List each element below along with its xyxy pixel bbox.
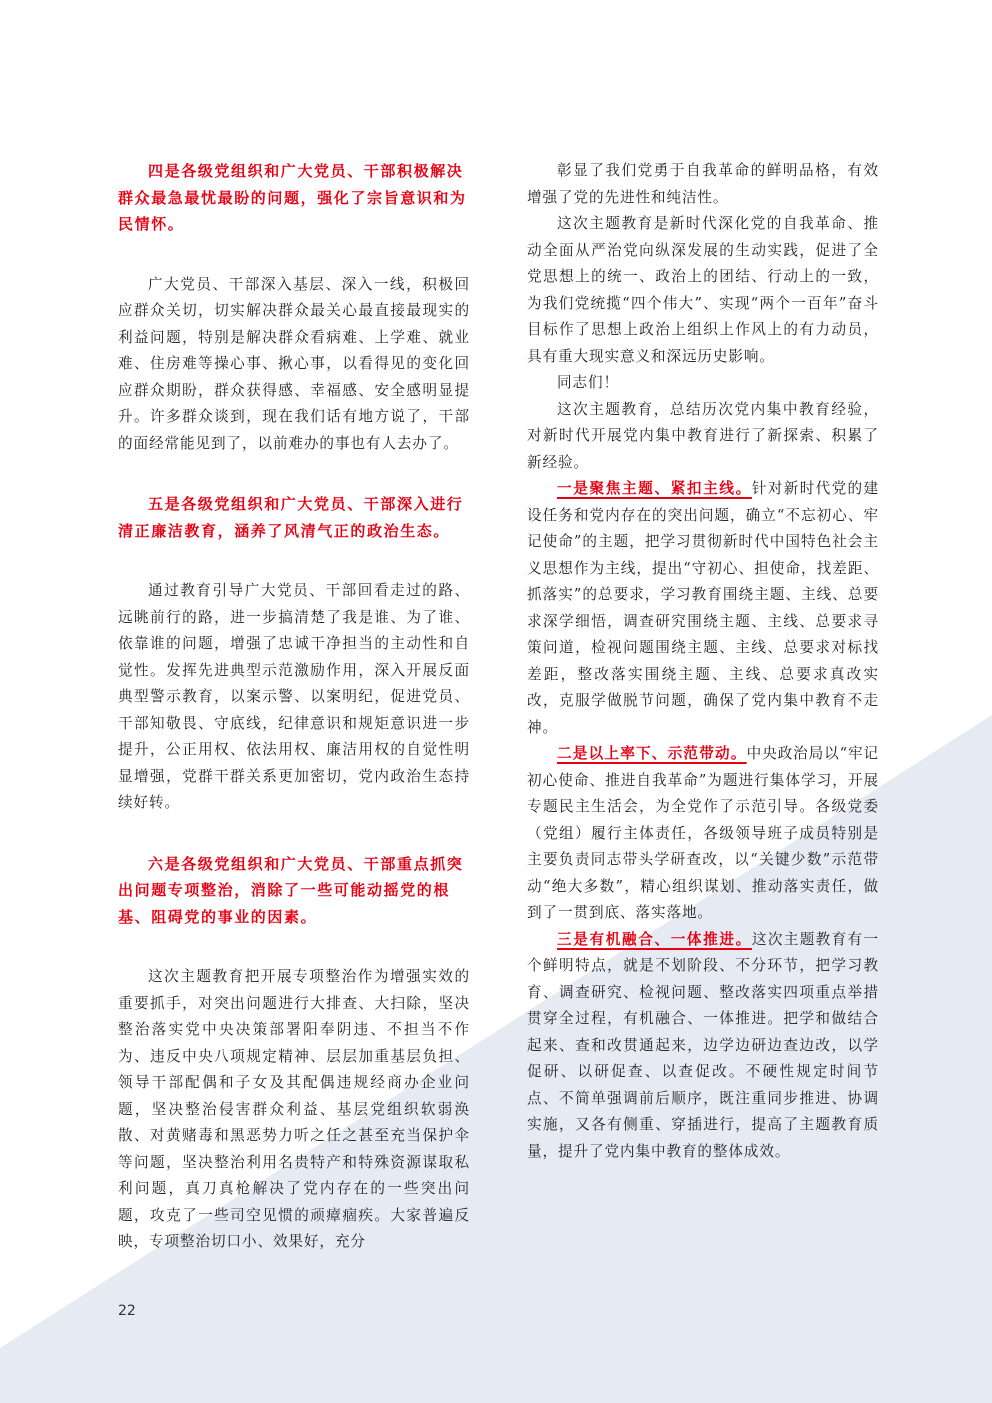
section-paragraph-6: 这次主题教育把开展专项整治作为增强实效的重要抓手，对突出问题进行大排查、大扫除，坚决整治落实党中央决策部署阳奉阴违、不担当不作为、违反中央八项规定精神、层层加重基层负担、领导干部配偶和子女及其配偶违规经商办企业问题，坚决整治侵害群众利益、基层党组织软弱涣散、对黄赌毒和黑恶势力听之任之甚至充当保护伞等问题，坚决整治利用名贵特产和特殊资源谋取私利问题，真刀真枪解决了党内存在的一些突出问题，攻克了一些司空见惯的顽瘴痼疾。大家普遍反映，专项整治切口小、效果好，充分 — [118, 968, 470, 1250]
section-paragraph-4: 广大党员、干部深入基层、深入一线，积极回应群众关切，切实解决群众最关心最直接最现实的利益问题，特别是解决群众看病难、上学难、就业难、住房难等操心事、揪心事，以看得见的变化回应群众期盼，群众获得感、幸福感、安全感明显提升。许多群众谈到，现在我们话有地方说了，干部的面经常能见到了，以前难办的事也有人去办了。 — [118, 275, 470, 452]
point-one-lead: 一是聚焦主题、紧扣主线。 — [557, 480, 752, 497]
paragraph-comrades: 同志们！ — [557, 374, 619, 391]
paragraph-summary: 这次主题教育，总结历次党内集中教育经验，对新时代开展党内集中教育进行了新探索、积累了新经验。 — [527, 400, 879, 471]
point-one-body: 针对新时代党的建设任务和党内存在的突出问题，确立“不忘初心、牢记使命”的主题，把学习贯彻新时代中国特色社会主义思想作为主线，提出“守初心、担使命，找差距、抓落实”的总要求，学习教育围绕主题、主线、总要求深学细悟，调查研究围绕主题、主线、总要求寻策问道，检视问题围绕主题、主线、总要求对标找差距，整改落实围绕主题、主线、总要求真改实改，克服学做脱节问题，确保了党内集中教育不走神。 — [527, 480, 879, 736]
continued-paragraph: 彰显了我们党勇于自我革命的鲜明品格，有效增强了党的先进性和纯洁性。 — [527, 162, 879, 206]
point-two-body: 中央政治局以“牢记初心使命、推进自我革命”为题进行集体学习，开展专题民主生活会，为全党作了示范引导。各级党委（党组）履行主体责任，各级领导班子成员特别是主要负责同志带头学研查改，以“关键少数”示范带动“绝大多数”，精心组织谋划、推动落实责任，做到了一贯到底、落实落地。 — [527, 745, 879, 921]
point-two-paragraph — [527, 741, 879, 927]
point-three-body: 这次主题教育有一个鲜明特点，就是不划阶段、不分环节，把学习教育、调查研究、检视问题、整改落实四项重点举措贯穿全过程，有机融合、一体推进。把学和做结合起来、查和改贯通起来，边学边研边查边改，以学促研、以研促查、以查促改。不硬性规定时间节点、不简单强调前后顺序，既注重同步推进、协调实施，又各有侧重、穿插进行，提高了主题教育质量，提升了党内集中教育的整体成效。 — [527, 930, 879, 1160]
section-paragraph-5: 通过教育引导广大党员、干部回看走过的路、远眺前行的路，进一步搞清楚了我是谁、为了谁、依靠谁的问题，增强了忠诚干净担当的主动性和自觉性。发挥先进典型示范激励作用，深入开展反面典型警示教育，以案示警、以案明纪，促进党员、干部知敬畏、守底线，纪律意识和规矩意识进一步提升，公正用权、依法用权、廉洁用权的自觉性明显增强，党群干群关系更加密切，党内政治生态持续好转。 — [118, 582, 470, 811]
section-heading-4: 四是各级党组织和广大党员、干部积极解决群众最急最忧最盼的问题，强化了宗旨意识和为民情怀。 — [118, 162, 467, 233]
section-heading-5: 五是各级党组织和广大党员、干部深入进行清正廉洁教育，涵养了风清气正的政治生态。 — [118, 495, 464, 540]
point-three-lead: 三是有机融合、一体推进。 — [557, 930, 752, 948]
point-one-paragraph — [527, 476, 879, 741]
point-three-paragraph — [527, 927, 879, 1166]
paragraph-practice: 这次主题教育是新时代深化党的自我革命、推动全面从严治党向纵深发展的生动实践，促进了全党思想上的统一、政治上的团结、行动上的一致，为我们党统揽“四个伟大”、实现“两个一百年”奋斗目标作了思想上政治上组织上作风上的有力动员，具有重大现实意义和深远历史影响。 — [527, 215, 879, 365]
right-column — [527, 158, 879, 1165]
left-column — [118, 158, 470, 1256]
section-heading-6: 六是各级党组织和广大党员、干部重点抓突出问题专项整治，消除了一些可能动摇党的根基、阻碍党的事业的因素。 — [118, 854, 464, 926]
page-number: 22 — [118, 1303, 136, 1319]
point-two-lead: 二是以上率下、示范带动。 — [557, 745, 747, 762]
